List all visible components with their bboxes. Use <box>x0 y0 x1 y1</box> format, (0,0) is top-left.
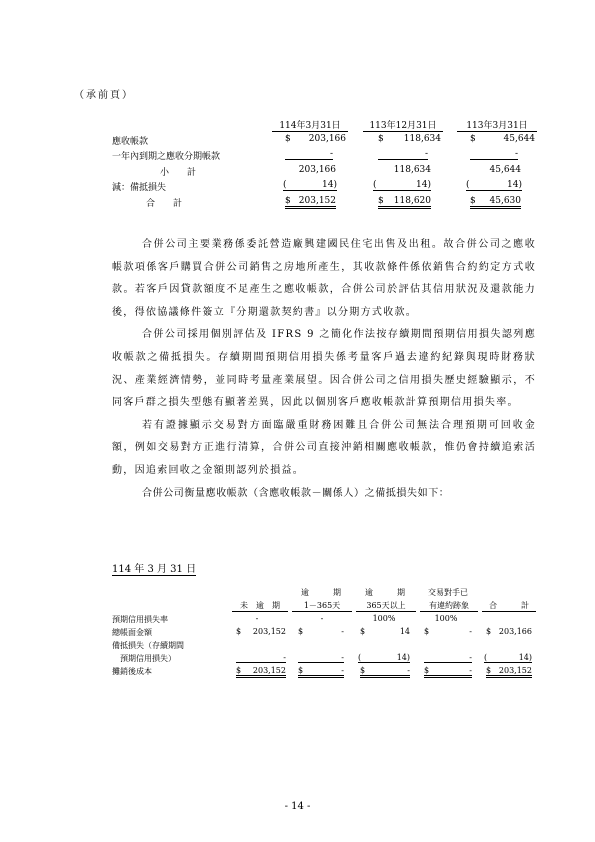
cell-symbol: $ <box>470 134 476 144</box>
cell-value: - <box>255 614 259 623</box>
continued-label: （承前頁） <box>74 90 134 101</box>
cell-paren: ( <box>283 180 337 191</box>
cell-value: 100% <box>434 614 458 623</box>
col-header-2: 113年12月31日 <box>363 118 443 132</box>
amount-cell: $ - <box>424 627 472 636</box>
col-header-3: 113年3月31日 <box>457 118 537 132</box>
cell-symbol: $ <box>378 134 384 144</box>
cell-value: - <box>320 614 324 623</box>
cell-value: 14) <box>322 180 337 190</box>
cell-value: - <box>236 653 286 663</box>
cell-value: 100% <box>372 614 396 623</box>
col-header: 合 計 <box>482 600 536 612</box>
cell-value: - <box>378 149 428 160</box>
body-text <box>112 234 536 505</box>
row-label: 總帳面金額 <box>112 628 152 637</box>
cell-paren: ( <box>466 180 522 191</box>
cell-value: 118,634 <box>393 165 431 175</box>
total-cell: $ - <box>424 666 472 678</box>
row-label: 減：備抵損失 <box>112 183 167 193</box>
cell-value: 203,166 <box>298 165 336 175</box>
row-label: 備抵損失（存續期間 <box>112 641 184 650</box>
cell-value: - <box>298 653 344 663</box>
amount-cell: $ 14 <box>360 627 410 636</box>
row-label: 小 計 <box>160 168 197 178</box>
col-header: 有違約跡象 <box>420 600 478 612</box>
paragraph: 合併公司主要業務係委託營造廠興建國民住宅出售及出租。故合併公司之應收帳款項係客戶購買合併公司銷售之房地所產生，其收款條件係依銷售合約約定方式收款。若客戶因貸款額度不足產生之應收帳款，合併公司於評估其信用狀況及還款能力後，得依協議條件簽立『分期還款契約書』以分期方式收款。 <box>112 239 536 318</box>
col-header: 1－365天 <box>292 600 352 612</box>
col-header-top: 逾 期 <box>365 588 405 597</box>
amount-cell: $ - <box>298 627 344 636</box>
cell-value: - <box>470 149 518 160</box>
paragraph: 合併公司衡量應收帳款（含應收帳款－關係人）之備抵損失如下： <box>142 487 450 499</box>
total-cell: $ 203,152 <box>285 196 336 209</box>
amount-cell: ( 14) <box>358 653 410 662</box>
row-label: 預期信用損失率 <box>112 615 168 624</box>
row-label: 預期信用損失） <box>112 654 176 663</box>
col-header-top: 交易對手已 <box>428 588 468 597</box>
paragraph: 若有證據顯示交易對方面臨嚴重財務困難且合併公司無法合理預期可回收金額，例如交易對方正進行清算，合併公司直接沖銷相關應收帳款，惟仍會持續追索活動，因追索回收之金額則認列於損益。 <box>112 419 536 476</box>
row-label: 一年內到期之應收分期帳款 <box>112 152 221 162</box>
amount-cell: ( 14) <box>484 653 532 662</box>
cell-value: 45,644 <box>489 165 521 175</box>
cell-value: 118,634 <box>403 134 441 144</box>
col-header: 未 逾 期 <box>232 600 288 612</box>
cell-paren: ( <box>373 180 431 191</box>
paragraph: 合併公司採用個別評估及 IFRS 9 之簡化作法按存續期間預期信用損失認列應收帳款之備抵損失。存續期間預期信用損失係考量客戶過去違約紀錄與現時財務狀況、產業經濟情勢，並同時考量產業展望。因合併公司之信用損失歷史經驗顯示，不同客戶群之損失型態有顯著差異，因此以個別客戶應收帳款計算預期信用損失率。 <box>112 329 536 409</box>
cell-value: 14) <box>416 180 431 190</box>
cell-value: - <box>424 653 472 663</box>
amount-cell: $ 203,152 <box>236 627 286 636</box>
cell-value: - <box>285 149 333 160</box>
col-header-top: 逾 期 <box>301 588 341 597</box>
amount-cell: $ 203,166 <box>486 627 532 636</box>
col-header-1: 114年3月31日 <box>272 118 348 132</box>
page-number: - 14 - <box>284 801 311 812</box>
total-cell: $ 203,152 <box>486 666 532 678</box>
row-label: 合 計 <box>146 199 183 209</box>
col-header: 365天以上 <box>356 600 416 612</box>
row-label: 攤銷後成本 <box>112 667 152 676</box>
date-heading: 114 年 3 月 31 日 <box>112 560 196 576</box>
total-cell: $ - <box>298 666 344 678</box>
total-cell: $ 45,630 <box>470 196 521 209</box>
cell-symbol: $ <box>285 134 291 144</box>
row-label: 應收帳款 <box>112 137 149 147</box>
cell-value: 45,644 <box>503 134 535 144</box>
total-cell: $ 118,620 <box>378 196 431 209</box>
total-cell: $ - <box>360 666 410 678</box>
cell-value: 203,166 <box>308 134 346 144</box>
cell-value: 14) <box>507 180 522 190</box>
total-cell: $ 203,152 <box>236 666 286 678</box>
